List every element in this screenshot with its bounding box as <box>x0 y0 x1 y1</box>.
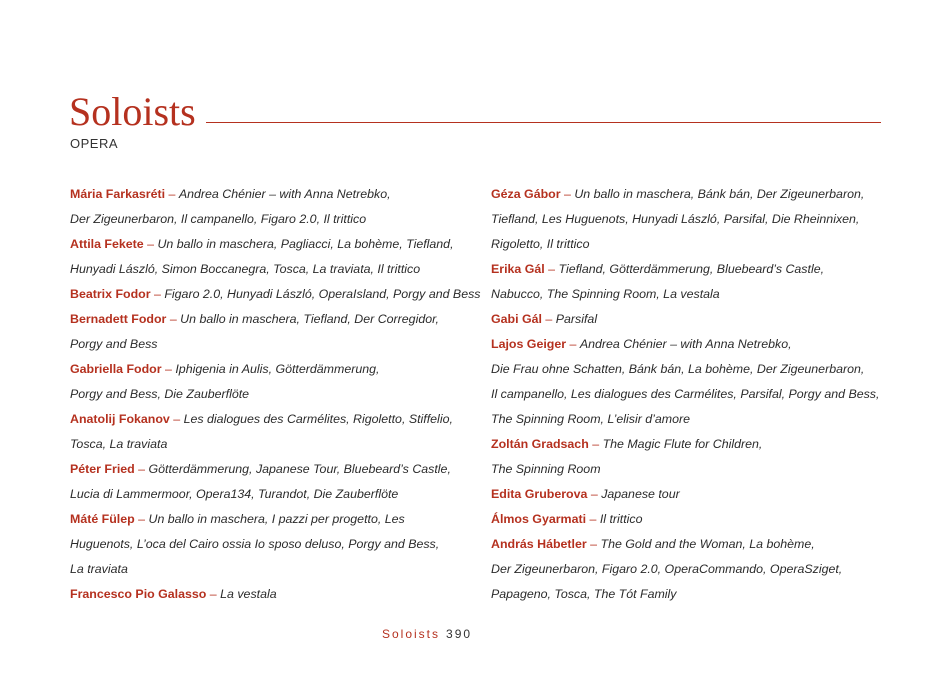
entry-separator: – <box>166 312 181 326</box>
entry-line <box>70 457 470 482</box>
soloist-works-cont: Huguenots, L’oca del Cairo ossia Io sposo deluso, Porgy and Bess, <box>70 537 440 551</box>
entry-line <box>491 482 891 507</box>
soloist-works: Parsifal <box>555 312 598 326</box>
soloist-name: Erika Gál <box>491 262 545 276</box>
section-subtitle: OPERA <box>70 136 119 151</box>
page-number: 390 <box>446 627 473 641</box>
soloist-name: Lajos Geiger <box>491 337 567 351</box>
entry-separator: – <box>134 462 149 476</box>
entry-separator: – <box>586 537 601 551</box>
entry-line <box>70 357 470 382</box>
page-title: Soloists <box>69 89 196 134</box>
soloist-works-cont: Il campanello, Les dialogues des Carmélites, Parsifal, Porgy and Bess, <box>491 387 880 401</box>
soloist-entry <box>491 257 891 307</box>
entry-separator: – <box>150 287 165 301</box>
entry-separator: – <box>143 237 158 251</box>
soloist-name: András Hábetler <box>491 537 587 551</box>
entry-separator: – <box>587 487 602 501</box>
entry-line <box>491 307 891 332</box>
entry-line <box>70 507 470 532</box>
soloist-works-cont: Porgy and Bess, Die Zauberflöte <box>70 387 250 401</box>
soloist-name: Beatrix Fodor <box>70 287 151 301</box>
soloist-works-cont: Der Zigeunerbaron, Figaro 2.0, OperaCommando, OperaSziget, <box>491 562 843 576</box>
soloist-name: Máté Fülep <box>70 512 135 526</box>
entry-line <box>70 407 470 432</box>
soloist-entry <box>491 507 891 532</box>
entry-line <box>491 532 891 557</box>
soloist-name: Bernadett Fodor <box>70 312 167 326</box>
entry-separator: – <box>541 312 556 326</box>
soloist-works: Un ballo in maschera, I pazzi per progetto, Les <box>148 512 405 526</box>
soloist-entry <box>70 282 481 307</box>
soloist-works: Tiefland, Götterdämmerung, Bluebeard’s Castle, <box>558 262 825 276</box>
soloist-works-cont: Der Zigeunerbaron, Il campanello, Figaro 2.0, Il trittico <box>70 212 367 226</box>
soloist-name: Géza Gábor <box>491 187 561 201</box>
soloist-works: Andrea Chénier – with Anna Netrebko, <box>178 187 391 201</box>
soloist-name: Gabi Gál <box>491 312 542 326</box>
soloist-name: Edita Gruberova <box>491 487 588 501</box>
soloist-works-cont: Porgy and Bess <box>70 337 158 351</box>
soloist-entry <box>70 407 470 457</box>
soloist-name: Zoltán Gradsach <box>491 437 589 451</box>
soloist-entry <box>70 507 470 582</box>
entry-separator: – <box>586 512 600 526</box>
soloist-works: Andrea Chénier – with Anna Netrebko, <box>579 337 792 351</box>
soloist-works: Figaro 2.0, Hunyadi László, OperaIsland, Porgy and Bess <box>164 287 481 301</box>
soloist-works: Japanese tour <box>601 487 680 501</box>
entry-line <box>70 582 470 607</box>
soloist-entry <box>70 182 470 232</box>
title-rule <box>206 122 881 123</box>
soloist-works-cont: Tosca, La traviata <box>70 437 168 451</box>
soloist-entry <box>491 307 891 332</box>
soloist-works: Un ballo in maschera, Tiefland, Der Corregidor, <box>180 312 439 326</box>
entry-separator: – <box>560 187 575 201</box>
soloist-works-cont: Nabucco, The Spinning Room, La vestala <box>491 287 720 301</box>
soloist-works: Un ballo in maschera, Bánk bán, Der Zigeunerbaron, <box>574 187 865 201</box>
entry-line <box>70 232 470 257</box>
soloist-works-cont: Rigoletto, Il trittico <box>491 237 590 251</box>
soloist-name: Gabriella Fodor <box>70 362 162 376</box>
soloist-name: Péter Fried <box>70 462 135 476</box>
soloist-name: Francesco Pio Galasso <box>70 587 207 601</box>
soloist-works: Un ballo in maschera, Pagliacci, La bohème, Tiefland, <box>157 237 454 251</box>
soloist-entry <box>491 482 891 507</box>
soloist-entry <box>491 532 891 607</box>
entry-separator: – <box>161 362 176 376</box>
soloist-works-cont: The Spinning Room, L’elisir d’amore <box>491 412 691 426</box>
entry-line <box>491 182 891 207</box>
soloist-works: La vestala <box>220 587 277 601</box>
soloist-works-cont: Lucia di Lammermoor, Opera134, Turandot, Die Zauberflöte <box>70 487 399 501</box>
soloist-entry <box>70 307 470 357</box>
entry-separator: – <box>134 512 149 526</box>
entry-separator: – <box>544 262 559 276</box>
entry-separator: – <box>165 187 179 201</box>
footer-section-label: Soloists <box>382 627 441 641</box>
soloist-works: Les dialogues des Carmélites, Rigoletto, Stiffelio, <box>183 412 453 426</box>
soloist-works-cont: Die Frau ohne Schatten, Bánk bán, La bohème, Der Zigeunerbaron, <box>491 362 865 376</box>
soloist-works: Iphigenia in Aulis, Götterdämmerung, <box>175 362 380 376</box>
soloist-works: The Gold and the Woman, La bohème, <box>600 537 815 551</box>
entry-line <box>70 282 481 307</box>
soloist-entry <box>70 232 470 282</box>
soloist-list-left <box>70 182 481 607</box>
soloist-list-right <box>491 182 891 607</box>
soloist-works-cont: La traviata <box>70 562 128 576</box>
entry-separator: – <box>588 437 603 451</box>
soloist-works-cont: Tiefland, Les Huguenots, Hunyadi László, Parsifal, Die Rheinnixen, <box>491 212 860 226</box>
soloist-entry <box>491 182 891 257</box>
soloist-entry <box>70 457 470 507</box>
soloist-entry <box>491 332 891 432</box>
entry-line <box>491 507 891 532</box>
entry-line <box>70 307 470 332</box>
soloist-works-cont: The Spinning Room <box>491 462 601 476</box>
page-footer <box>382 627 472 641</box>
entry-line <box>70 182 470 207</box>
soloist-works: Il trittico <box>599 512 643 526</box>
entry-line <box>491 332 891 357</box>
soloist-entry <box>70 582 470 607</box>
soloist-works: Götterdämmerung, Japanese Tour, Bluebeard’s Castle, <box>148 462 451 476</box>
entry-line <box>491 432 891 457</box>
soloist-works-cont: Papageno, Tosca, The Tót Family <box>491 587 677 601</box>
soloist-name: Álmos Gyarmati <box>491 512 587 526</box>
soloist-works-cont: Hunyadi László, Simon Boccanegra, Tosca, La traviata, Il trittico <box>70 262 421 276</box>
soloist-works: The Magic Flute for Children, <box>602 437 763 451</box>
entry-separator: – <box>206 587 221 601</box>
entry-line <box>491 257 891 282</box>
soloist-name: Anatolij Fokanov <box>70 412 170 426</box>
soloist-name: Attila Fekete <box>70 237 144 251</box>
soloist-entry <box>70 357 470 407</box>
entry-separator: – <box>169 412 184 426</box>
entry-separator: – <box>566 337 580 351</box>
soloist-name: Mária Farkasréti <box>70 187 166 201</box>
soloist-entry <box>491 432 891 482</box>
